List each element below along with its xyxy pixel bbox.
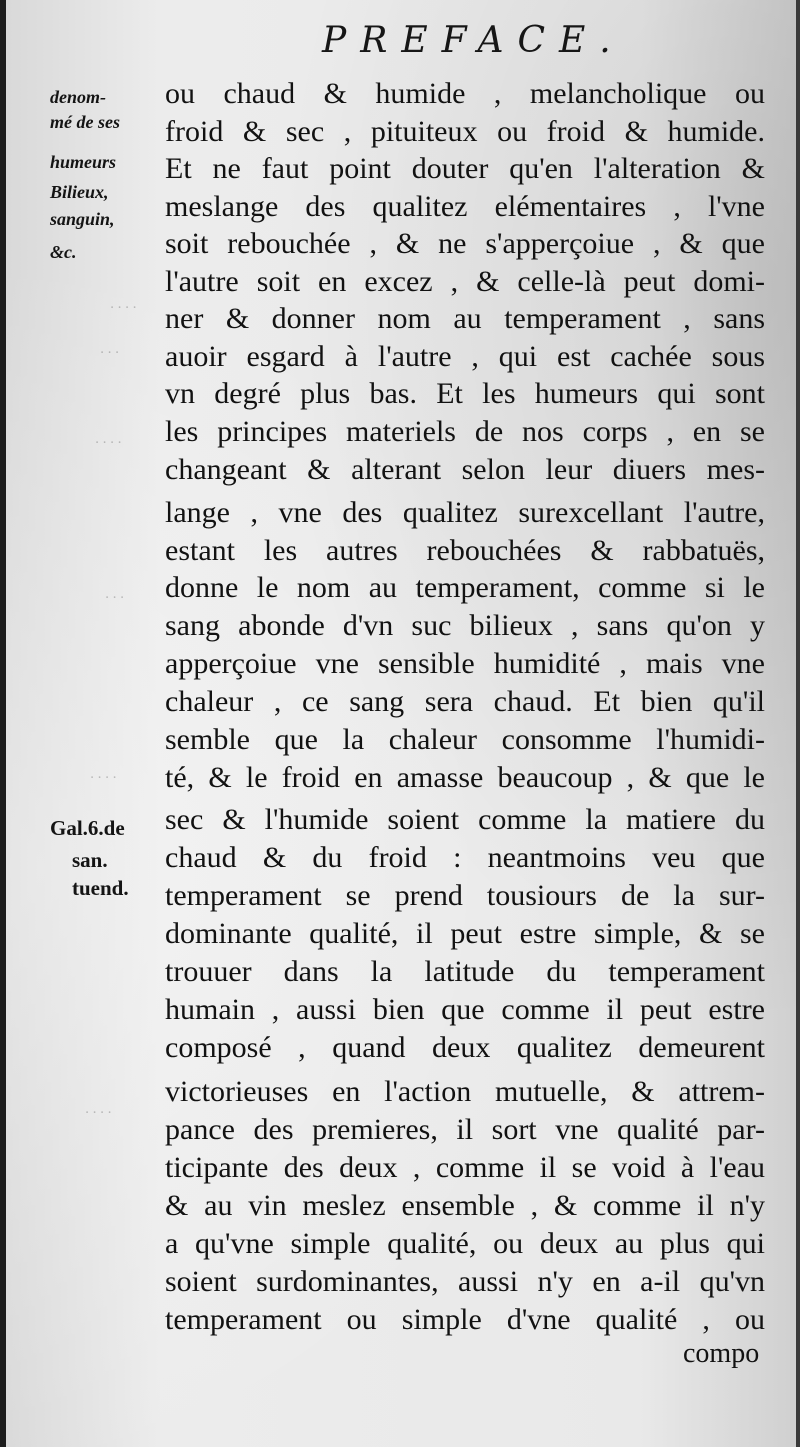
margin-note: sanguin, (50, 209, 115, 229)
text-line: composé , quand deux qualitez demeurent (165, 1031, 765, 1064)
text-line: té, & le froid en amasse beaucoup , & que le (165, 761, 765, 794)
text-line: donne le nom au temperament, comme si le (165, 571, 765, 604)
text-line: estant les autres rebouchées & rabbatuës, (165, 534, 765, 567)
text-line: ner & donner nom au temperament , sans (165, 302, 765, 335)
text-line: apperçoiue vne sensible humidité , mais vne (165, 647, 765, 680)
margin-note: Bilieux, (50, 182, 109, 202)
text-line: & au vin meslez ensemble , & comme il n'y (165, 1189, 765, 1222)
margin-note: mé de ses (50, 112, 120, 132)
text-line: changeant & alterant selon leur diuers mes- (165, 453, 765, 486)
text-line: dominante qualité, il peut estre simple, & se (165, 917, 765, 950)
text-line: a qu'vne simple qualité, ou deux au plus qui (165, 1227, 765, 1260)
text-line: sec & l'humide soient comme la matiere du (165, 803, 765, 836)
text-line: trouuer dans la latitude du temperament (165, 955, 765, 988)
margin-note: tuend. (72, 876, 129, 900)
text-line: chaleur , ce sang sera chaud. Et bien qu'il (165, 685, 765, 718)
bleed-through-mark: · · · · (95, 435, 122, 451)
page-left-edge-shadow (0, 0, 6, 1447)
running-header: PREFACE. (322, 20, 625, 61)
text-line: Et ne faut point douter qu'en l'alteration & (165, 152, 765, 185)
text-line: froid & sec , pituiteux ou froid & humide. (165, 115, 765, 148)
text-line: ticipante des deux , comme il se void à l'eau (165, 1151, 765, 1184)
text-line: pance des premieres, il sort vne qualité par- (165, 1113, 765, 1146)
text-line: temperament ou simple d'vne qualité , ou (165, 1303, 765, 1336)
text-line: semble que la chaleur consomme l'humidi- (165, 723, 765, 756)
text-line: victorieuses en l'action mutuelle, & attrem- (165, 1075, 765, 1108)
text-line: auoir esgard à l'autre , qui est cachée sous (165, 340, 765, 373)
text-line: temperament se prend tousiours de la sur- (165, 879, 765, 912)
margin-note: denom- (50, 87, 106, 107)
text-line: soit rebouchée , & ne s'apperçoiue , & que (165, 227, 765, 260)
text-line: sang abonde d'vn suc bilieux , sans qu'on y (165, 609, 765, 642)
text-line: soient surdominantes, aussi n'y en a-il qu'vn (165, 1265, 765, 1298)
bleed-through-mark: · · · (105, 590, 124, 606)
text-line: les principes materiels de nos corps , en se (165, 415, 765, 448)
bleed-through-mark: · · · (100, 345, 119, 361)
margin-note: san. (72, 848, 108, 872)
text-line: vn degré plus bas. Et les humeurs qui sont (165, 377, 765, 410)
text-line: ou chaud & humide , melancholique ou (165, 77, 765, 110)
text-line: lange , vne des qualitez surexcellant l'autre, (165, 496, 765, 529)
catchword: compo (683, 1338, 760, 1369)
margin-note: &c. (50, 242, 77, 262)
text-line: meslange des qualitez elémentaires , l'vne (165, 190, 765, 223)
bleed-through-mark: · · · · (90, 770, 117, 786)
page-right-edge-shadow (796, 0, 800, 1447)
bleed-through-mark: · · · · (110, 300, 137, 316)
text-line: chaud & du froid : neantmoins veu que (165, 841, 765, 874)
margin-note: Gal.6.de (50, 816, 125, 840)
text-line: humain , aussi bien que comme il peut estre (165, 993, 765, 1026)
text-line: l'autre soit en excez , & celle-là peut domi- (165, 265, 765, 298)
margin-note: humeurs (50, 152, 117, 172)
bleed-through-mark: · · · · (85, 1105, 112, 1121)
